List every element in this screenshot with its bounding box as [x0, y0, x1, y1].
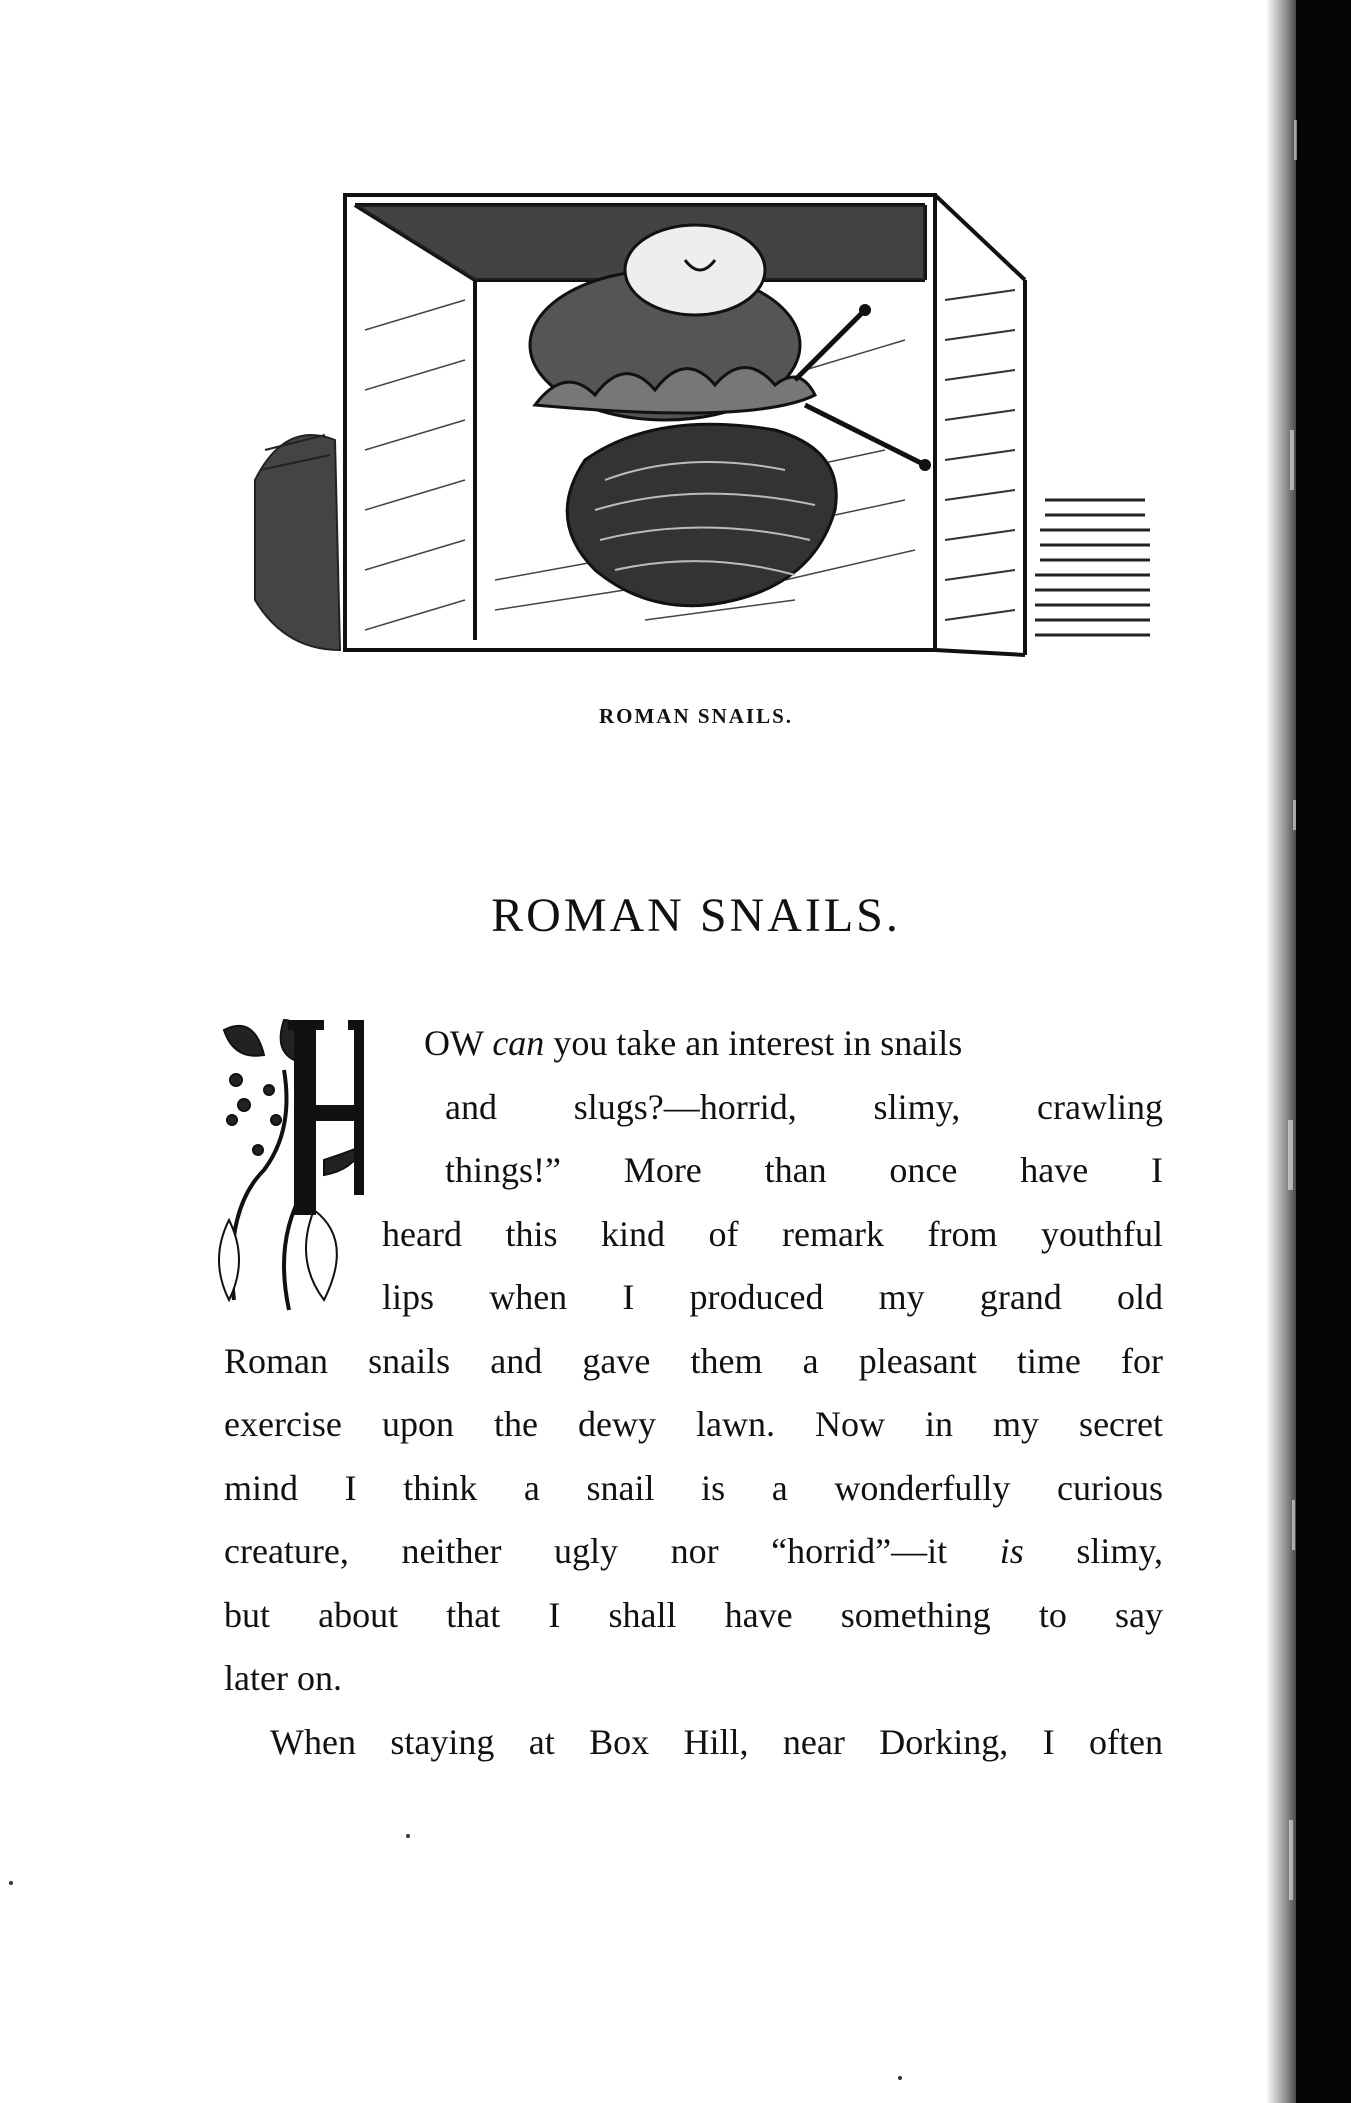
- emphasis-is: is: [999, 1531, 1024, 1571]
- paragraph-1-line-5: lips when I produced my grand old: [382, 1277, 1163, 1317]
- speck: [9, 1881, 13, 1885]
- paragraph-1-line-3: things!” More than once have I: [445, 1150, 1163, 1190]
- paragraph-1-line-4: heard this kind of remark from youthful: [382, 1214, 1163, 1254]
- binding-edge: [1266, 0, 1351, 2103]
- paragraph-1-line-1: [424, 1023, 962, 1063]
- line-9-part-a: creature, neither ugly nor “horrid”—it: [224, 1531, 948, 1571]
- paragraph-1-line-8: mind I think a snail is a wonderfully curious: [224, 1468, 1163, 1508]
- paragraph-1-line-6: Roman snails and gave them a pleasant time for: [224, 1341, 1163, 1381]
- paragraph-1-line-11: later on.: [224, 1658, 342, 1698]
- chapter-title: ROMAN SNAILS.: [491, 889, 901, 942]
- drop-cap-continuation: OW: [424, 1023, 484, 1063]
- roman-snails-illustration: [245, 180, 1155, 660]
- drop-cap-h: [214, 1010, 364, 1315]
- paragraph-2-line-1: When staying at Box Hill, near Dorking, I often: [270, 1722, 1163, 1762]
- paragraph-1-line-7: exercise upon the dewy lawn. Now in my secret: [224, 1404, 1163, 1444]
- illustration-caption: ROMAN SNAILS.: [598, 704, 794, 728]
- speck: [406, 1834, 410, 1838]
- line-9-part-b: slimy,: [1076, 1531, 1164, 1571]
- paragraph-1-line-2: and slugs?—horrid, slimy, crawling: [445, 1087, 1163, 1127]
- paragraph-1-line-10: but about that I shall have something to say: [224, 1595, 1163, 1635]
- paragraph-1-line-9: [224, 1531, 1163, 1571]
- speck: [898, 2076, 902, 2080]
- emphasis-can: can: [492, 1023, 545, 1063]
- line-1-text: you take an interest in snails: [553, 1023, 963, 1063]
